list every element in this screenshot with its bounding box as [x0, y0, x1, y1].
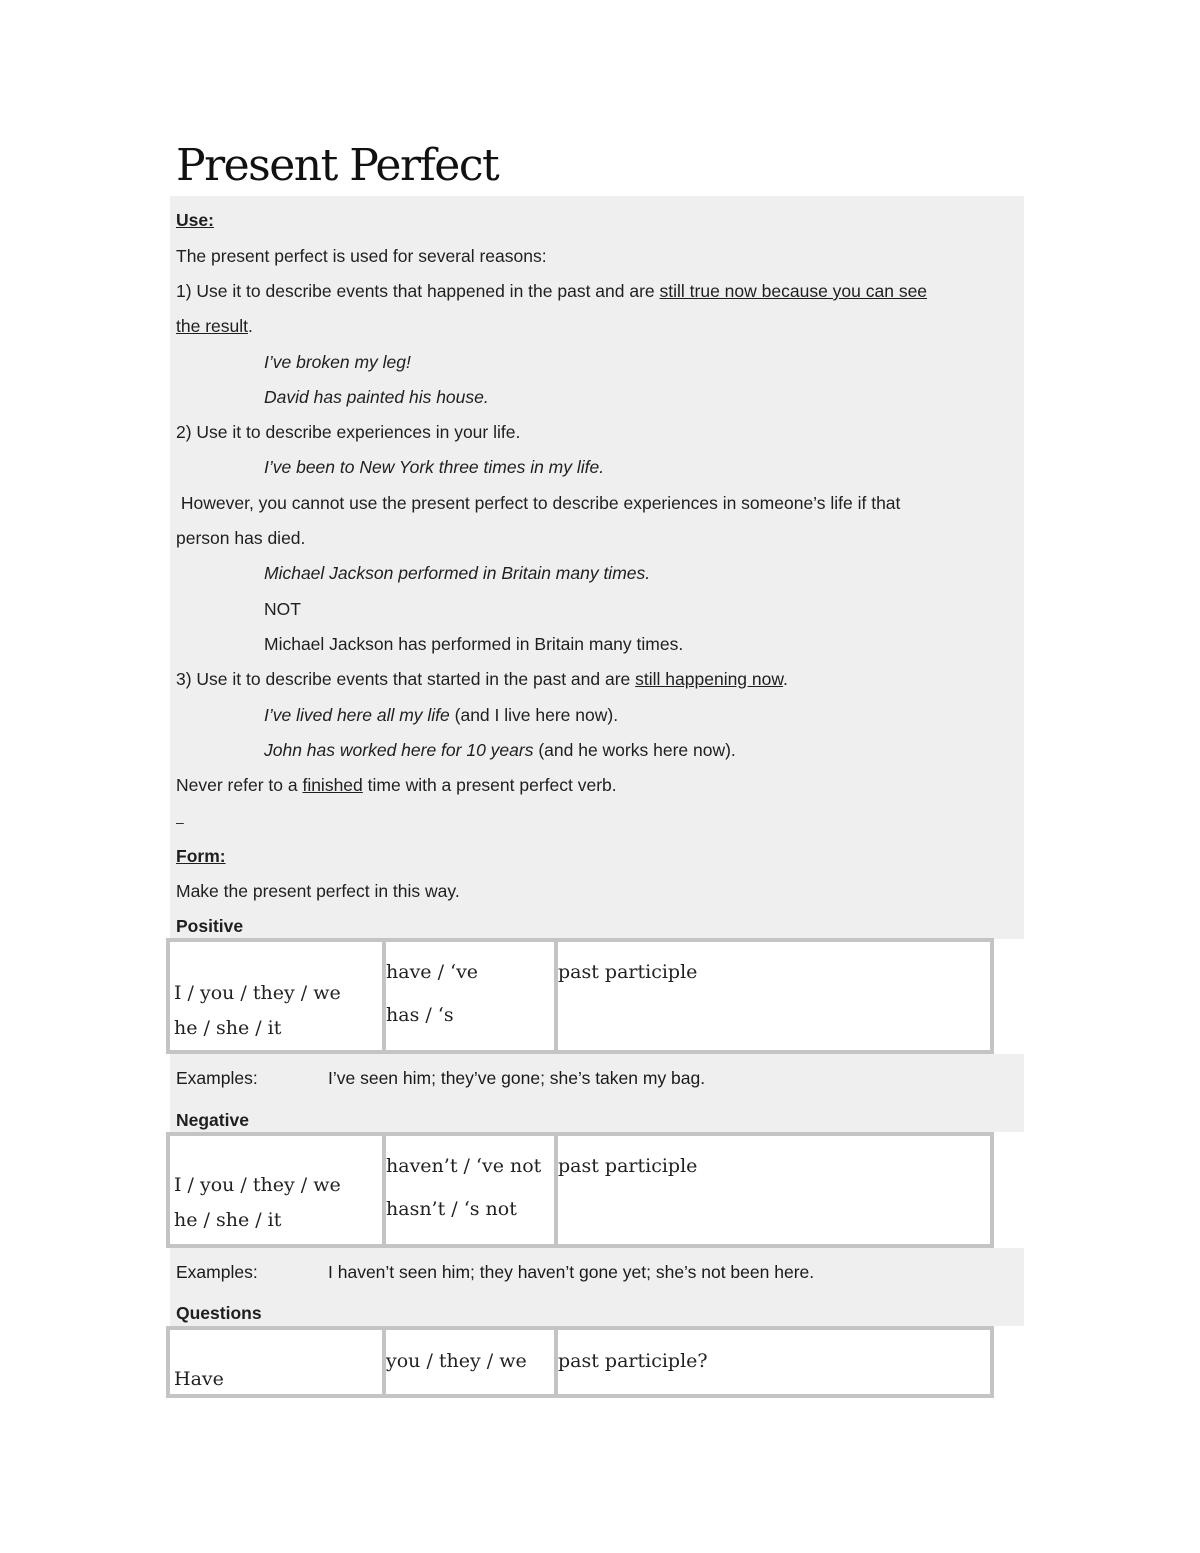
form-heading: Form: [176, 846, 226, 866]
reason-1-example-2: David has painted his house. [264, 387, 489, 407]
shaded-block-negative-examples [170, 1248, 1024, 1326]
positive-verb-cell [558, 942, 990, 1050]
reason-2-correct-example: Michael Jackson performed in Britain many times. [264, 563, 651, 583]
positive-label: Positive [176, 916, 244, 936]
reason-2-however-line-1: However, you cannot use the present perfect to describe experiences in someone’s life if that [176, 493, 901, 513]
negative-subjects-cell [170, 1136, 386, 1244]
positive-auxiliary-1: have / ‘ve [386, 961, 479, 983]
negative-subject-2: he / she / it [174, 1209, 282, 1231]
dash-marker: – [176, 814, 184, 830]
use-heading: Use: [176, 210, 214, 230]
questions-verb: past participle? [558, 1350, 708, 1372]
reason-3-example-2-note: (and he works here now). [533, 740, 736, 760]
reason-3-example-1-italic: I’ve lived here all my life [264, 705, 450, 725]
questions-label: Questions [176, 1303, 262, 1323]
negative-subject-1: I / you / they / we [174, 1174, 341, 1196]
reason-3-line [176, 669, 788, 690]
positive-subjects-cell [170, 942, 386, 1050]
reason-2-text: 2) Use it to describe experiences in your life. [176, 422, 521, 442]
reason-2-example: I’ve been to New York three times in my life. [264, 457, 605, 477]
negative-verb-cell [558, 1136, 990, 1244]
positive-auxiliary-2: has / ‘s [386, 1004, 454, 1026]
reason-3-underlined: still happening now [635, 669, 784, 689]
questions-verb-cell [558, 1330, 990, 1394]
shaded-block-positive-examples [170, 1054, 1024, 1132]
reason-1-example-1: I’ve broken my leg! [264, 352, 411, 372]
reason-1-period: . [247, 316, 253, 336]
negative-auxiliary-cell [386, 1136, 558, 1244]
positive-subject-1: I / you / they / we [174, 982, 341, 1004]
reason-3-example-2-italic: John has worked here for 10 years [264, 740, 534, 760]
reason-3-example-1-note: (and I live here now). [449, 705, 619, 725]
reason-3-example-2 [264, 740, 736, 761]
positive-subject-2: he / she / it [174, 1017, 282, 1039]
never-line [176, 775, 617, 796]
use-intro: The present perfect is used for several reasons: [176, 246, 547, 266]
positive-verb: past participle [558, 961, 698, 983]
negative-label: Negative [176, 1110, 249, 1130]
questions-subject-cell [386, 1330, 558, 1394]
negative-auxiliary-2: hasn’t / ‘s not [386, 1198, 517, 1220]
negative-examples-text: I haven’t seen him; they haven’t gone yet; she’s not been here. [328, 1262, 815, 1282]
negative-table [166, 1132, 994, 1248]
reason-3-example-1 [264, 705, 618, 726]
reason-1-line-1 [176, 281, 927, 302]
negative-examples-label: Examples: [176, 1262, 258, 1282]
form-intro: Make the present perfect in this way. [176, 881, 460, 901]
negative-auxiliary-1: haven’t / ‘ve not [386, 1155, 542, 1177]
page-title: Present Perfect [176, 140, 499, 191]
questions-auxiliary: Have [174, 1368, 224, 1390]
reason-2-however-line-2: person has died. [176, 528, 306, 548]
negative-verb: past participle [558, 1155, 698, 1177]
questions-subject: you / they / we [386, 1350, 527, 1372]
reason-1-line-2 [176, 316, 253, 337]
reason-2-not-label: NOT [264, 599, 301, 619]
questions-auxiliary-cell [170, 1330, 386, 1394]
reason-2-wrong-example: Michael Jackson has performed in Britain many times. [264, 634, 684, 654]
never-before: Never refer to a [176, 775, 303, 795]
questions-table [166, 1326, 994, 1398]
never-underlined: finished [302, 775, 363, 795]
positive-examples-label: Examples: [176, 1068, 258, 1088]
reason-1-underlined-2: the result [176, 316, 248, 336]
reason-1-underlined-1: still true now because you can see [659, 281, 928, 301]
never-after: time with a present perfect verb. [362, 775, 617, 795]
reason-3-period: . [783, 669, 788, 689]
positive-table [166, 938, 994, 1054]
positive-auxiliary-cell [386, 942, 558, 1050]
reason-1-text: 1) Use it to describe events that happened in the past and are [176, 281, 660, 301]
reason-3-text: 3) Use it to describe events that started in the past and are [176, 669, 636, 689]
positive-examples-text: I’ve seen him; they’ve gone; she’s taken my bag. [328, 1068, 706, 1088]
